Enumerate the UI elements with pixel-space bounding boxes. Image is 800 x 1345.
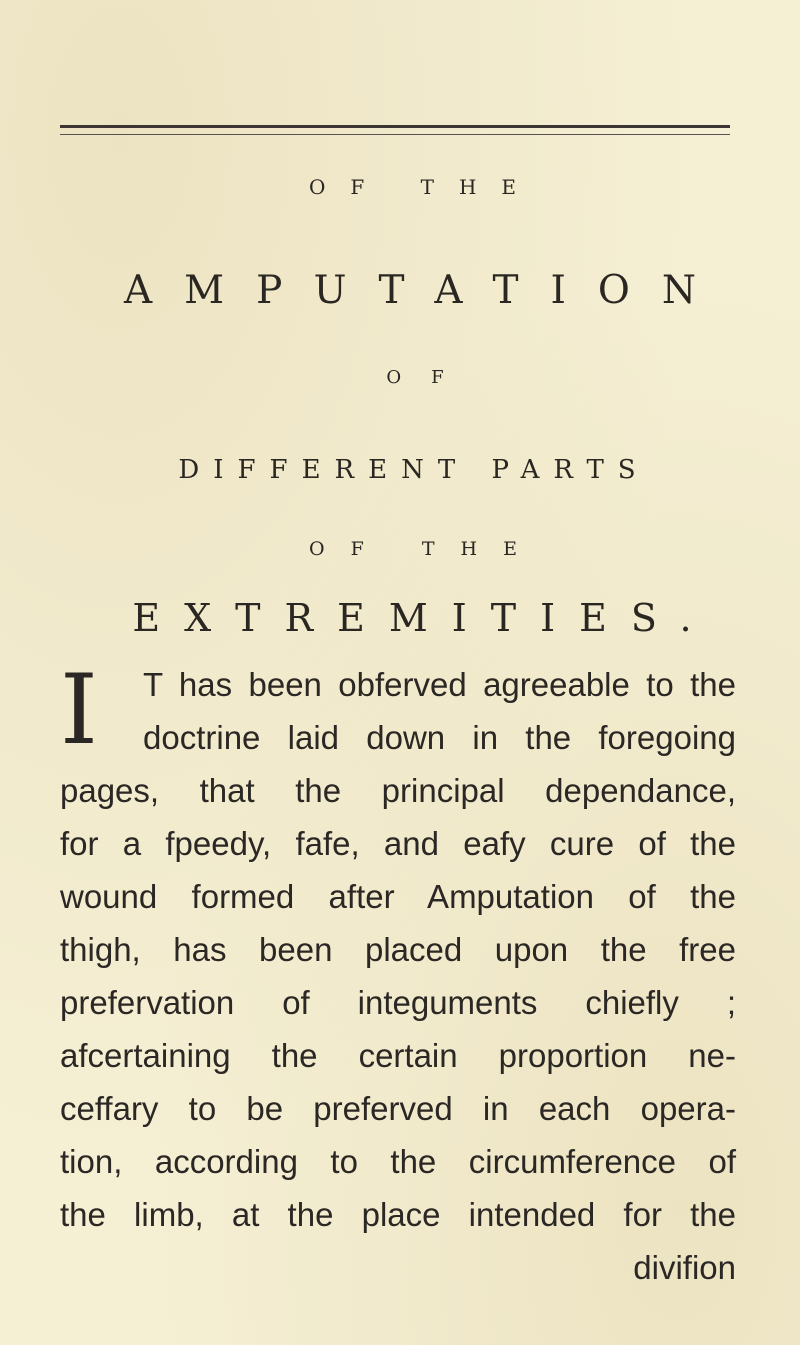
title-of: OF [386,367,474,388]
title-amputation: AMPUTATION [124,268,728,313]
body-line: prefervation of integuments chiefly ; [60,984,736,1021]
body-line: thigh, has been placed upon the free [60,931,736,968]
body-line: doctrine laid down in the foregoing [143,719,736,756]
body-line: tion, according to the circumference of [60,1143,736,1180]
body-line: the limb, at the place intended for the [60,1196,736,1233]
body-line: wound formed after Amputation of the [60,878,736,915]
body-paragraph [60,654,736,1294]
title-of-the: OF THE [308,175,541,199]
header-rule-thin [60,134,730,135]
drop-cap: I [60,654,98,766]
title-of-the-second: OF THE [309,538,543,560]
catchword: divifion [633,1249,736,1286]
title-extremities: EXTREMITIES. [132,596,716,640]
body-line: ceffary to be preferved in each opera- [60,1090,736,1127]
body-line: for a fpeedy, fafe, and eafy cure of the [60,825,736,862]
title-different-parts: DIFFERENT PARTS [178,455,650,485]
body-line: T has been obferved agreeable to the [143,666,736,703]
body-line: afcertaining the certain proportion ne- [60,1037,736,1074]
body-line: pages, that the principal dependance, [60,772,736,809]
header-rule-thick [60,125,730,128]
